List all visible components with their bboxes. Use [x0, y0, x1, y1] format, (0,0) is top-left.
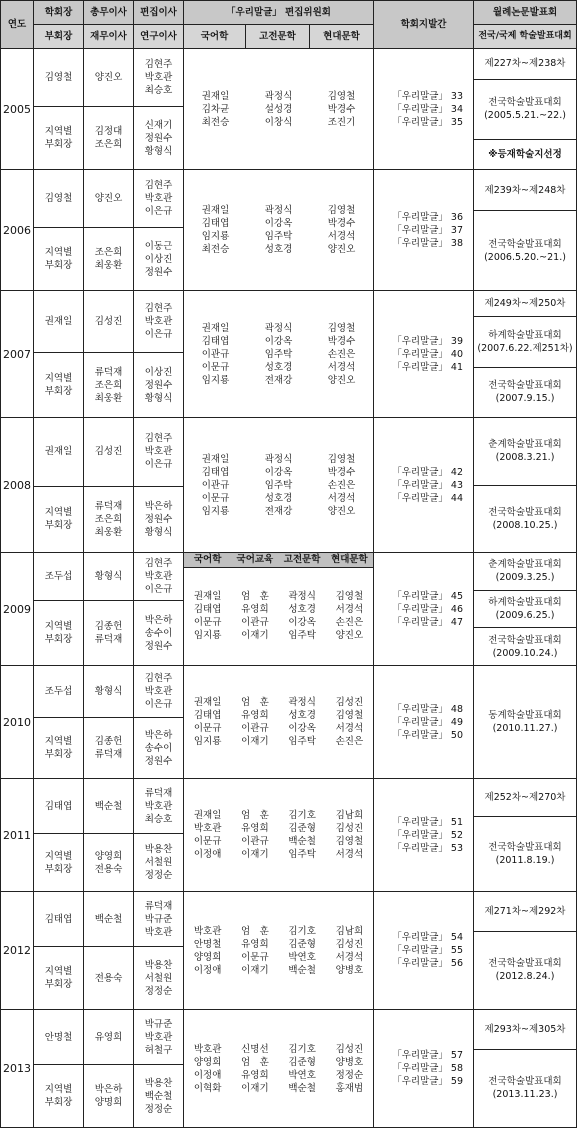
conference-cell — [474, 49, 577, 170]
header-committee: 「우리말글」 편집위원회 — [184, 1, 374, 25]
research-cell: 박은하 정원수 황형식 — [134, 486, 184, 553]
vice-cell: 지역별 부회장 — [34, 107, 84, 170]
conference-entry: 전국학술발표대회 (2005.5.21.~22.) — [474, 79, 576, 139]
editing-cell: 류덕재 박호관 최승호 — [134, 779, 184, 834]
committee-grid — [184, 892, 373, 1009]
year-cell: 2010 — [1, 666, 34, 779]
journal-cell: 「우리말글」 42 「우리말글」 43 「우리말글」 44 — [374, 418, 474, 553]
committee-subheader: 국어학 — [184, 553, 231, 567]
vice-cell: 지역별 부회장 — [34, 228, 84, 291]
committee-member-list: 김기호 김준형 박연호 백순철 — [288, 925, 316, 976]
committee-member-list: 곽정식 설성경 이창식 — [264, 90, 293, 128]
committee-member-list: 김영철 박경수 손진은 서경석 양진오 — [327, 453, 356, 517]
conference-entry: 전국학술발표대회 (2011.8.19.) — [488, 842, 562, 867]
year-cell: 2012 — [1, 892, 34, 1010]
conference-grid — [474, 553, 576, 665]
conference-entry: ※등재학술지선정 — [488, 148, 562, 160]
conference-entry: 전국학술발표대회 (2006.5.20.~21.) — [484, 238, 566, 263]
committee-grid — [184, 170, 373, 290]
committee-subheader: 고전문학 — [279, 553, 326, 567]
committee-member-list: 곽정식 이강옥 임주탁 성호경 — [264, 205, 293, 255]
conference-entry: 하계학술발표대회 (2007.6.22.제251차) — [474, 316, 576, 367]
table-row — [1, 170, 577, 228]
committee-grid — [184, 666, 373, 778]
committee-member-list: 엄 훈 유영희 이관규 이재기 — [240, 697, 269, 747]
year-cell: 2011 — [1, 779, 34, 892]
header-vice: 부회장 — [34, 25, 84, 49]
committee-member-list: 엄 훈 유영희 이관규 이재기 — [240, 591, 269, 642]
conference-entry: 전국학술발표대회 (2008.10.25.) — [488, 506, 562, 531]
committee-grid — [184, 418, 373, 552]
vice-cell: 지역별 부회장 — [34, 353, 84, 418]
general-cell: 백순철 — [84, 892, 134, 947]
header-conf1: 월례논문발표회 — [474, 1, 577, 25]
vice-cell: 지역별 부회장 — [34, 1065, 84, 1128]
finance-cell: 김종헌 류덕재 — [84, 601, 134, 666]
journal-cell: 「우리말글」 39 「우리말글」 40 「우리말글」 41 — [374, 291, 474, 418]
president-cell: 권재일 — [34, 418, 84, 487]
conference-grid — [474, 170, 576, 290]
committee-member-list: 권재일 김태엽 이관규 이문규 임지룡 — [201, 322, 230, 386]
table-row — [1, 418, 577, 487]
conference-entry: 제249차~제250차 — [474, 291, 576, 316]
committee-member-list: 김영철 서경석 손진은 양진오 — [335, 591, 364, 642]
conference-entry: 전국학술발표대회 (2013.11.23.) — [488, 1076, 562, 1101]
committee-cell — [184, 666, 374, 779]
conference-grid — [474, 49, 576, 169]
president-cell: 김태엽 — [34, 779, 84, 834]
conference-grid — [474, 779, 576, 891]
table-row — [1, 779, 577, 834]
committee-member-list: 김영철 박경수 서경석 양진오 — [327, 205, 356, 255]
committee-cell — [184, 170, 374, 291]
header-c1: 국어학 — [184, 25, 246, 49]
research-cell: 박용찬 백순철 정정순 — [134, 1065, 184, 1128]
table-row — [1, 666, 577, 718]
committee-cell — [184, 291, 374, 418]
header-c2: 고전문학 — [246, 25, 310, 49]
research-cell: 신재기 정원수 황형식 — [134, 107, 184, 170]
table-row — [1, 291, 577, 353]
conference-grid — [474, 1010, 576, 1127]
conference-entry: 하계학술발표대회 (2009.6.25.) — [474, 590, 576, 628]
finance-cell: 김종헌 류덕재 — [84, 718, 134, 779]
conference-entry: 동계학술발표대회 (2010.11.27.) — [488, 710, 562, 734]
general-cell: 백순철 — [84, 779, 134, 834]
editing-cell: 박규준 박호관 허철구 — [134, 1010, 184, 1065]
committee-member-list: 권재일 김태엽 임지룡 최전승 — [201, 205, 230, 255]
research-cell: 박용찬 서철원 정정순 — [134, 834, 184, 892]
committee-grid — [184, 553, 373, 665]
header-research: 연구이사 — [134, 25, 184, 49]
year-cell: 2007 — [1, 291, 34, 418]
committee-member-list: 김성진 김영철 서경석 손진은 — [335, 697, 364, 747]
committee-member-list: 권재일 김태엽 이문규 임지룡 — [193, 591, 222, 642]
committee-cell — [184, 49, 374, 170]
vice-cell: 지역별 부회장 — [34, 947, 84, 1010]
committee-member-list: 곽정식 이강옥 임주탁 성호경 전재강 — [264, 453, 293, 517]
conference-cell — [474, 418, 577, 553]
finance-cell: 양영희 전용숙 — [84, 834, 134, 892]
table-row — [1, 553, 577, 601]
committee-member-list: 김성진 양병호 정정순 홍재범 — [335, 1043, 364, 1094]
vice-cell: 지역별 부회장 — [34, 718, 84, 779]
conference-entry: 춘계학술발표대회 (2008.3.21.) — [474, 418, 576, 485]
editing-cell: 김현주 박호관 이은규 — [134, 666, 184, 718]
vice-cell: 지역별 부회장 — [34, 486, 84, 553]
committee-cell — [184, 892, 374, 1010]
committee-member-list: 권재일 김태엽 이문규 임지룡 — [193, 697, 222, 747]
research-cell: 이동근 이상진 정원수 — [134, 228, 184, 291]
finance-cell: 전용숙 — [84, 947, 134, 1010]
general-cell: 양진오 — [84, 170, 134, 228]
editing-cell: 류덕재 박규준 박호관 — [134, 892, 184, 947]
general-cell: 유영희 — [84, 1010, 134, 1065]
header-journal: 학회지발간 — [374, 1, 474, 49]
header-editing: 편집이사 — [134, 1, 184, 25]
editing-cell: 김현주 박호관 이은규 — [134, 418, 184, 487]
header-president: 학회장 — [34, 1, 84, 25]
conference-entry: 전국학술발표대회 (2007.9.15.) — [488, 380, 562, 405]
editing-cell: 김현주 박호관 이은규 — [134, 170, 184, 228]
committee-grid — [184, 291, 373, 417]
committee-subheader: 국어교육 — [231, 553, 278, 567]
finance-cell: 류덕재 조은희 최웅환 — [84, 486, 134, 553]
committee-member-list: 김기호 김준형 박연호 백순철 — [288, 1043, 316, 1094]
journal-cell: 「우리말글」 54 「우리말글」 55 「우리말글」 56 — [374, 892, 474, 1010]
conference-entry: 제227차~제238차 — [474, 49, 576, 79]
conference-grid — [474, 666, 576, 778]
journal-cell: 「우리말글」 36 「우리말글」 37 「우리말글」 38 — [374, 170, 474, 291]
committee-grid — [184, 49, 373, 169]
year-cell: 2005 — [1, 49, 34, 170]
header-general: 총무이사 — [84, 1, 134, 25]
conference-entry: 전국학술발표대회 (2009.10.24.) — [488, 634, 562, 659]
committee-member-list: 김기호 김준형 백순철 임주탁 — [288, 810, 316, 860]
conference-entry: 제271차~제292차 — [474, 892, 576, 931]
research-cell: 이상진 정원수 황형식 — [134, 353, 184, 418]
conference-cell — [474, 892, 577, 1010]
finance-cell: 조은희 최웅환 — [84, 228, 134, 291]
conference-cell — [474, 1010, 577, 1128]
conference-entry: 제239차~제248차 — [474, 170, 576, 211]
president-cell: 권재일 — [34, 291, 84, 353]
conference-cell — [474, 666, 577, 779]
committee-subheader: 현대문학 — [326, 553, 373, 567]
header-finance: 재무이사 — [84, 25, 134, 49]
editing-cell: 김현주 박호관 이은규 — [134, 291, 184, 353]
conference-entry: 제293차~제305차 — [474, 1010, 576, 1049]
table-body — [1, 49, 577, 1128]
general-cell: 황형식 — [84, 666, 134, 718]
general-cell: 양진오 — [84, 49, 134, 107]
journal-cell: 「우리말글」 45 「우리말글」 46 「우리말글」 47 — [374, 553, 474, 666]
vice-cell: 지역별 부회장 — [34, 834, 84, 892]
committee-cell — [184, 553, 374, 666]
editing-cell: 김현주 박호관 이은규 — [134, 553, 184, 601]
conference-grid — [474, 418, 576, 552]
committee-member-list: 김영철 박경수 손진은 서경석 양진오 — [327, 322, 356, 386]
conference-cell — [474, 553, 577, 666]
conference-entry: 춘계학술발표대회 (2009.3.25.) — [474, 553, 576, 590]
research-cell: 박용찬 서철원 정정순 — [134, 947, 184, 1010]
committee-cell — [184, 779, 374, 892]
journal-cell: 「우리말글」 51 「우리말글」 52 「우리말글」 53 — [374, 779, 474, 892]
general-cell: 김성진 — [84, 418, 134, 487]
conference-cell — [474, 779, 577, 892]
conference-grid — [474, 291, 576, 417]
president-cell: 조두섭 — [34, 553, 84, 601]
committee-member-list: 신명선 엄 훈 유영희 이재기 — [240, 1043, 269, 1094]
conference-entry: 전국학술발표대회 (2012.8.24.) — [488, 958, 562, 983]
president-cell: 김영철 — [34, 49, 84, 107]
committee-member-list: 곽정식 성호경 이강옥 임주탁 — [288, 697, 316, 747]
committee-member-list: 김영철 박경수 조진기 — [327, 90, 356, 128]
committee-member-list: 박호관 양영희 이정애 이혁화 — [193, 1043, 222, 1094]
committee-cell — [184, 418, 374, 553]
journal-cell: 「우리말글」 48 「우리말글」 49 「우리말글」 50 — [374, 666, 474, 779]
finance-cell: 류덕재 조은희 최웅환 — [84, 353, 134, 418]
journal-cell: 「우리말글」 33 「우리말글」 34 「우리말글」 35 — [374, 49, 474, 170]
committee-cell — [184, 1010, 374, 1128]
year-cell: 2008 — [1, 418, 34, 553]
header-c3: 현대문학 — [310, 25, 374, 49]
committee-member-list: 곽정식 성호경 이강옥 임주탁 — [288, 591, 316, 642]
committee-grid — [184, 1010, 373, 1127]
finance-cell: 김정대 조은희 — [84, 107, 134, 170]
header-year: 연도 — [1, 1, 34, 49]
finance-cell: 박은하 양명희 — [84, 1065, 134, 1128]
committee-member-list: 박호관 안명철 양영희 이정애 — [193, 925, 222, 976]
committee-grid — [184, 779, 373, 891]
committee-member-list: 권재일 김태엽 이관규 이문규 임지룡 — [201, 453, 230, 517]
journal-cell: 「우리말글」 57 「우리말글」 58 「우리말글」 59 — [374, 1010, 474, 1128]
year-cell: 2009 — [1, 553, 34, 666]
research-cell: 박은하 송수이 정원수 — [134, 601, 184, 666]
president-cell: 안명철 — [34, 1010, 84, 1065]
research-cell: 박은하 송수이 정원수 — [134, 718, 184, 779]
committee-member-list: 김남희 김성진 김영철 서경석 — [335, 810, 364, 860]
table-row — [1, 892, 577, 947]
president-cell: 김영철 — [34, 170, 84, 228]
committee-member-list: 권재일 김차균 최전승 — [201, 90, 230, 128]
president-cell: 조두섭 — [34, 666, 84, 718]
committee-member-list: 김남희 김성진 서경석 양병호 — [335, 925, 364, 976]
committee-member-list: 곽정식 이강옥 임주탁 성호경 전재강 — [264, 322, 293, 386]
president-cell: 김태엽 — [34, 892, 84, 947]
committee-member-list: 엄 훈 유영희 이관규 이재기 — [240, 810, 269, 860]
year-cell: 2013 — [1, 1010, 34, 1128]
vice-cell: 지역별 부회장 — [34, 601, 84, 666]
general-cell: 김성진 — [84, 291, 134, 353]
editing-cell: 김현주 박호관 최승호 — [134, 49, 184, 107]
conference-cell — [474, 170, 577, 291]
header-conf2: 전국/국제 학술발표대회 — [474, 25, 577, 49]
conference-cell — [474, 291, 577, 418]
year-cell: 2006 — [1, 170, 34, 291]
general-cell: 황형식 — [84, 553, 134, 601]
table-row — [1, 1010, 577, 1065]
committee-member-list: 권재일 박호관 이문규 이정애 — [193, 810, 222, 860]
committee-member-list: 엄 훈 유영희 이문규 이재기 — [240, 925, 269, 976]
conference-entry: 제252차~제270차 — [474, 779, 576, 817]
table-row — [1, 49, 577, 107]
conference-grid — [474, 892, 576, 1009]
